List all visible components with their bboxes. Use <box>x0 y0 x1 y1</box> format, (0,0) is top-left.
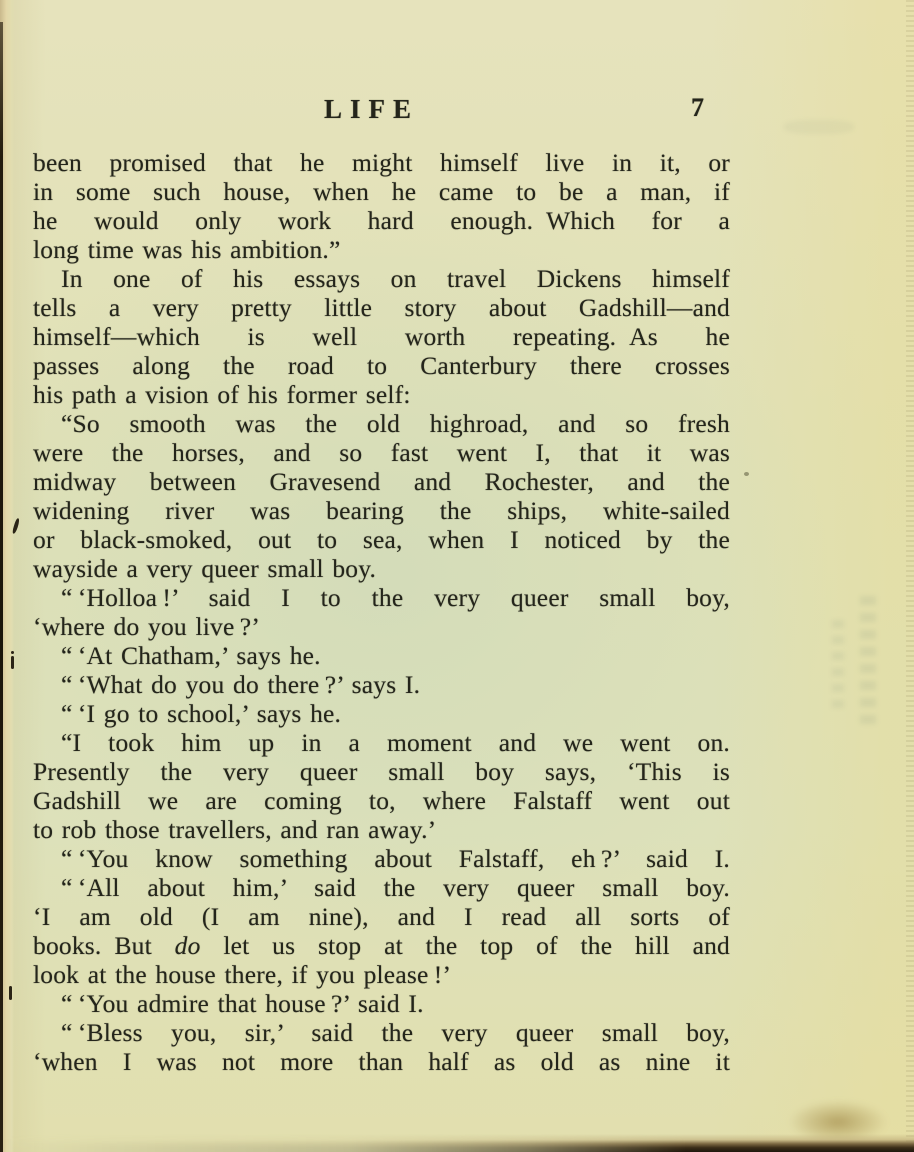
ink-bleedthrough <box>784 120 854 134</box>
text-line: “ ‘At Chatham,’ says he. <box>61 641 321 670</box>
emphasized-word: do <box>174 931 201 960</box>
text-line: been promised that he might himself live in it, or <box>33 148 730 177</box>
paragraph <box>33 670 730 699</box>
text-line: he would only work hard enough. Which for a <box>33 206 730 235</box>
text-line: ‘I am old (I am nine), and I read all sorts of <box>33 902 730 931</box>
text-line: “I took him up in a moment and we went on. <box>61 728 730 757</box>
binding-shadow-line <box>0 22 3 1152</box>
text-line: wayside a very queer small boy. <box>33 554 377 583</box>
ink-bleedthrough <box>860 596 876 726</box>
text-line: himself—which is well worth repeating. As he <box>33 322 730 351</box>
paragraph <box>33 148 730 264</box>
paragraph <box>33 728 730 844</box>
text-line: “ ‘Bless you, sir,’ said the very queer small boy, <box>61 1018 730 1047</box>
scan-artifact-speck <box>744 472 749 476</box>
text-segment: books. But <box>33 931 175 960</box>
scan-artifact-speck <box>11 656 14 669</box>
scan-edge-streaks <box>906 0 914 1152</box>
text-block <box>33 148 730 1076</box>
text-line: “ ‘What do you do there ?’ says I. <box>61 670 421 699</box>
paragraph <box>33 264 730 409</box>
text-line: “ ‘Holloa !’ said I to the very queer small boy, <box>61 583 730 612</box>
text-line: in some such house, when he came to be a man, if <box>33 177 730 206</box>
paragraph <box>33 699 730 728</box>
text-line: widening river was bearing the ships, white-sailed <box>33 496 730 525</box>
paragraph <box>33 989 730 1018</box>
text-line: “ ‘You admire that house ?’ said I. <box>61 989 424 1018</box>
text-line: Gadshill we are coming to, where Falstaff went out <box>33 786 730 815</box>
paragraph <box>33 583 730 641</box>
page-edge-bottom <box>0 1134 914 1152</box>
scan-artifact-speck <box>9 986 12 1000</box>
paragraph <box>33 641 730 670</box>
text-line: ‘where do you live ?’ <box>33 612 261 641</box>
text-line: “ ‘You know something about Falstaff, eh ?’ said I. <box>61 844 730 873</box>
text-line: long time was his ambition.” <box>33 235 341 264</box>
paragraph <box>33 844 730 873</box>
text-line: or black-smoked, out to sea, when I noticed by the <box>33 525 730 554</box>
running-head: LIFE <box>323 94 420 124</box>
text-line: midway between Gravesend and Rochester, and the <box>33 467 730 496</box>
text-line: look at the house there, if you please !’ <box>33 960 452 989</box>
text-line <box>33 931 730 960</box>
text-line: tells a very pretty little story about Gadshill—and <box>33 293 730 322</box>
page-number: 7 <box>691 93 704 122</box>
paragraph <box>33 409 730 583</box>
text-line: In one of his essays on travel Dickens himself <box>61 264 730 293</box>
text-line: were the horses, and so fast went I, that it was <box>33 438 730 467</box>
text-line: to rob those travellers, and ran away.’ <box>33 815 437 844</box>
text-segment: let us stop at the top of the hill and <box>200 931 730 960</box>
text-line: passes along the road to Canterbury there crosses <box>33 351 730 380</box>
text-line: “ ‘I go to school,’ says he. <box>61 699 342 728</box>
paragraph <box>33 1018 730 1076</box>
text-line: ‘when I was not more than half as old as nine it <box>33 1047 730 1076</box>
text-line: “So smooth was the old highroad, and so fresh <box>61 409 730 438</box>
paragraph <box>33 873 730 989</box>
ink-bleedthrough <box>832 620 844 710</box>
running-head-row <box>33 94 730 125</box>
text-line: Presently the very queer small boy says, ‘This is <box>33 757 730 786</box>
text-line: “ ‘All about him,’ said the very queer small boy. <box>61 873 730 902</box>
text-line: his path a vision of his former self: <box>33 380 411 409</box>
